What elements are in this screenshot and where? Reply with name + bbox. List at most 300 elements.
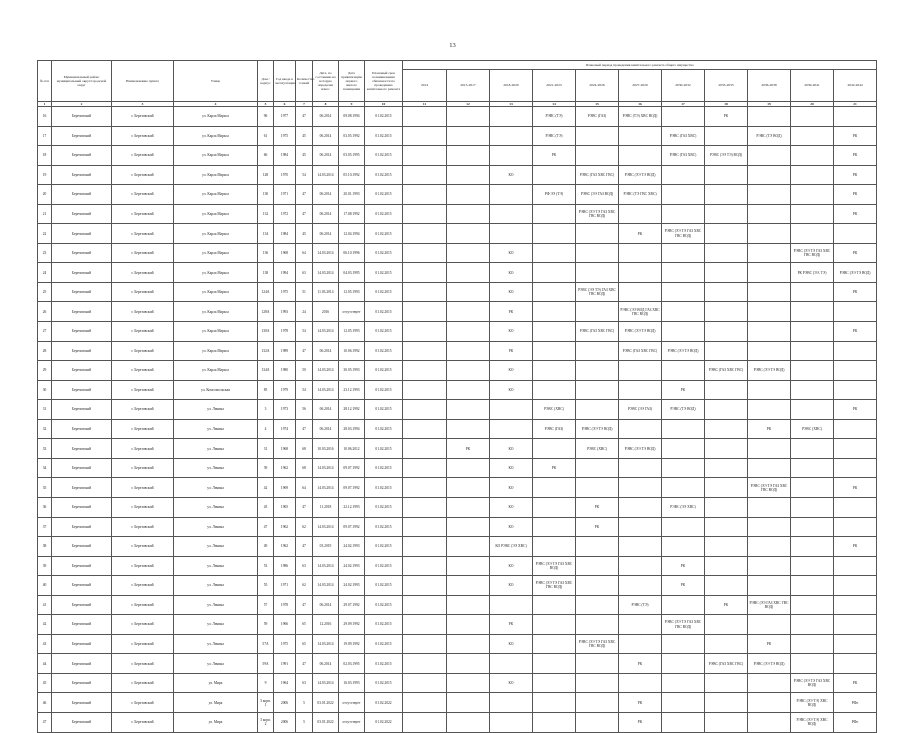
table-body bbox=[38, 107, 877, 733]
cell-privatization-date: 23.12.1993 bbox=[339, 380, 365, 400]
cell-repair-period bbox=[791, 341, 834, 361]
cell-repair-period bbox=[403, 673, 447, 693]
cell-repair-period bbox=[576, 458, 619, 478]
header-index: 17 bbox=[662, 102, 705, 107]
cell-repair-period: РЭВС (ЭЭ ТЭ ГАЗ ХВС ГВС ВОД) bbox=[662, 615, 705, 635]
cell-num: 31 bbox=[38, 400, 52, 420]
cell-repair-period bbox=[662, 263, 705, 283]
cell-floors: 45 bbox=[296, 126, 313, 146]
cell-floors: 65 bbox=[296, 615, 313, 635]
header-index: 14 bbox=[533, 102, 576, 107]
cell-floors: 45 bbox=[296, 224, 313, 244]
cell-obligation-date: 01.02.2015 bbox=[365, 400, 403, 420]
table-row bbox=[38, 712, 877, 732]
cell-repair-period bbox=[576, 400, 619, 420]
cell-floors: 68 bbox=[296, 439, 313, 459]
cell-repair-period bbox=[533, 380, 576, 400]
cell-municipality: Березовский bbox=[52, 497, 112, 517]
header-year-built: Год ввода в эксплуатацию bbox=[274, 61, 296, 102]
cell-repair-period bbox=[748, 322, 791, 342]
cell-repair-period bbox=[662, 185, 705, 205]
cell-year-built: 1991 bbox=[274, 654, 296, 674]
cell-repair-period bbox=[447, 204, 490, 224]
cell-condition-date: 06.2014 bbox=[313, 224, 339, 244]
header-street: Улица bbox=[174, 61, 258, 102]
cell-repair-period bbox=[662, 107, 705, 127]
table-row bbox=[38, 341, 877, 361]
cell-repair-period: КО bbox=[490, 576, 533, 596]
cell-locality: г. Березовский bbox=[112, 146, 174, 166]
cell-house: 132 bbox=[258, 204, 274, 224]
cell-repair-period bbox=[705, 537, 748, 557]
cell-privatization-date: 24.02.1993 bbox=[339, 556, 365, 576]
cell-repair-period: РЭВС (ЭЭ ТЭ ВОД) bbox=[748, 361, 791, 381]
cell-repair-period bbox=[662, 517, 705, 537]
cell-repair-period: РК bbox=[490, 615, 533, 635]
cell-repair-period bbox=[533, 341, 576, 361]
cell-locality: г. Березовский bbox=[112, 341, 174, 361]
cell-repair-period bbox=[447, 263, 490, 283]
cell-privatization-date: 24.02.1993 bbox=[339, 576, 365, 596]
cell-repair-period bbox=[447, 165, 490, 185]
table-row bbox=[38, 165, 877, 185]
cell-repair-period bbox=[748, 458, 791, 478]
cell-condition-date: 06.2014 bbox=[313, 107, 339, 127]
cell-num: 28 bbox=[38, 341, 52, 361]
cell-repair-period bbox=[791, 165, 834, 185]
table-row bbox=[38, 693, 877, 713]
cell-privatization-date: 03.05.1995 bbox=[339, 146, 365, 166]
cell-repair-period bbox=[705, 185, 748, 205]
cell-repair-period bbox=[619, 634, 662, 654]
cell-year-built: 1971 bbox=[274, 576, 296, 596]
cell-repair-period bbox=[662, 419, 705, 439]
cell-num: 39 bbox=[38, 556, 52, 576]
cell-repair-period bbox=[533, 263, 576, 283]
cell-repair-period bbox=[533, 537, 576, 557]
cell-floors: 47 bbox=[296, 654, 313, 674]
cell-repair-period bbox=[748, 576, 791, 596]
cell-repair-period bbox=[619, 146, 662, 166]
cell-privatization-date: 09.07.1992 bbox=[339, 458, 365, 478]
cell-repair-period: РЭВС (ГАЗ ХВС ГВС) bbox=[619, 341, 662, 361]
cell-repair-period: РК bbox=[834, 185, 877, 205]
cell-house: 57А bbox=[258, 634, 274, 654]
table-row bbox=[38, 517, 877, 537]
cell-repair-period: РЭВС (ЭЭ ХВС) bbox=[662, 497, 705, 517]
header-index: 11 bbox=[403, 102, 447, 107]
cell-repair-period bbox=[533, 634, 576, 654]
cell-street: ул. Карла Маркса bbox=[174, 322, 258, 342]
cell-repair-period bbox=[791, 380, 834, 400]
cell-locality: г. Березовский bbox=[112, 400, 174, 420]
header-year: 2033-2035 bbox=[705, 70, 748, 102]
cell-obligation-date: 01.02.2015 bbox=[365, 282, 403, 302]
cell-floors: 47 bbox=[296, 185, 313, 205]
cell-condition-date: 06.2014 bbox=[313, 146, 339, 166]
cell-repair-period bbox=[834, 654, 877, 674]
cell-floors: 47 bbox=[296, 419, 313, 439]
cell-obligation-date: 01.02.2022 bbox=[365, 693, 403, 713]
cell-locality: г. Березовский bbox=[112, 126, 174, 146]
cell-house: 124А bbox=[258, 282, 274, 302]
cell-locality: г. Березовский bbox=[112, 380, 174, 400]
cell-condition-date: 14.03.2014 bbox=[313, 576, 339, 596]
cell-repair-period: РЭВС (ТЭ ВОД) bbox=[748, 126, 791, 146]
cell-repair-period: РЭВС (ЭЭ ТЭ ВОД) bbox=[748, 654, 791, 674]
cell-repair-period bbox=[447, 282, 490, 302]
cell-house: 61 bbox=[258, 126, 274, 146]
cell-repair-period bbox=[834, 634, 877, 654]
cell-repair-period: РК bbox=[576, 517, 619, 537]
table-row bbox=[38, 576, 877, 596]
cell-street: ул. Ленина bbox=[174, 458, 258, 478]
header-year: 2030-2032 bbox=[662, 70, 705, 102]
cell-repair-period: КО bbox=[490, 263, 533, 283]
cell-repair-period: КО bbox=[490, 458, 533, 478]
cell-num: 30 bbox=[38, 380, 52, 400]
cell-repair-period: КО bbox=[490, 478, 533, 498]
cell-repair-period bbox=[403, 400, 447, 420]
cell-repair-period bbox=[403, 419, 447, 439]
cell-repair-period bbox=[705, 282, 748, 302]
header-municipality: Муниципальный район/муниципальный округ/городской округ bbox=[52, 61, 112, 102]
cell-repair-period bbox=[662, 243, 705, 263]
table-row bbox=[38, 361, 877, 381]
cell-house: 85 bbox=[258, 380, 274, 400]
cell-street: ул. Карла Маркса bbox=[174, 107, 258, 127]
cell-condition-date: 14.03.2014 bbox=[313, 634, 339, 654]
cell-repair-period bbox=[748, 693, 791, 713]
cell-repair-period: РЭВС (ЭЭ ГАЗ ВОД) bbox=[576, 185, 619, 205]
cell-repair-period: РК bbox=[834, 204, 877, 224]
cell-repair-period: РК bbox=[490, 302, 533, 322]
cell-condition-date: 06.2014 bbox=[313, 126, 339, 146]
cell-repair-period: РФо bbox=[834, 712, 877, 732]
cell-year-built: 1979 bbox=[274, 380, 296, 400]
cell-floors: 65 bbox=[296, 634, 313, 654]
cell-repair-period bbox=[403, 497, 447, 517]
cell-repair-period: РЭВС (ЭЭ ТЭ ВОД) bbox=[576, 419, 619, 439]
cell-repair-period: РЭВС (ГАЗ ХВС) bbox=[662, 126, 705, 146]
cell-year-built: 1977 bbox=[274, 107, 296, 127]
cell-locality: г. Березовский bbox=[112, 165, 174, 185]
cell-repair-period bbox=[403, 282, 447, 302]
cell-privatization-date: 30.05.1993 bbox=[339, 361, 365, 381]
cell-repair-period bbox=[403, 439, 447, 459]
cell-repair-period bbox=[619, 615, 662, 635]
cell-house: 59 bbox=[258, 615, 274, 635]
cell-municipality: Березовский bbox=[52, 517, 112, 537]
cell-privatization-date: 02.03.1995 bbox=[339, 654, 365, 674]
header-index: 15 bbox=[576, 102, 619, 107]
cell-repair-period bbox=[490, 693, 533, 713]
cell-street: ул. Мира bbox=[174, 712, 258, 732]
cell-year-built: 1962 bbox=[274, 458, 296, 478]
cell-house: 53 bbox=[258, 556, 274, 576]
cell-repair-period: КО bbox=[490, 322, 533, 342]
cell-repair-period bbox=[834, 341, 877, 361]
cell-repair-period bbox=[705, 634, 748, 654]
cell-repair-period: РЭВС (ЭЭ ТЭ) ХВС ВОД) bbox=[791, 712, 834, 732]
cell-repair-period bbox=[576, 537, 619, 557]
cell-street: ул. Карла Маркса bbox=[174, 341, 258, 361]
cell-floors: 54 bbox=[296, 322, 313, 342]
cell-repair-period: РК bbox=[447, 439, 490, 459]
cell-year-built: 1989 bbox=[274, 341, 296, 361]
cell-repair-period: РЭВС (ЭЭ ТЭ ГАЗ ХВС ГВС ВОД) bbox=[662, 224, 705, 244]
cell-year-built: 1978 bbox=[274, 322, 296, 342]
cell-repair-period: РК bbox=[834, 126, 877, 146]
cell-repair-period bbox=[619, 126, 662, 146]
cell-locality: г. Березовский bbox=[112, 439, 174, 459]
cell-obligation-date: 01.02.2015 bbox=[365, 615, 403, 635]
cell-repair-period bbox=[748, 341, 791, 361]
cell-repair-period bbox=[748, 263, 791, 283]
cell-repair-period bbox=[533, 302, 576, 322]
header-index: 16 bbox=[619, 102, 662, 107]
cell-repair-period bbox=[834, 497, 877, 517]
cell-obligation-date: 01.02.2015 bbox=[365, 361, 403, 381]
cell-floors: 63 bbox=[296, 263, 313, 283]
cell-num: 33 bbox=[38, 439, 52, 459]
header-index: 3 bbox=[112, 102, 174, 107]
cell-repair-period bbox=[576, 126, 619, 146]
cell-repair-period bbox=[533, 204, 576, 224]
cell-floors: 47 bbox=[296, 595, 313, 615]
cell-year-built: 1962 bbox=[274, 537, 296, 557]
cell-repair-period bbox=[619, 243, 662, 263]
cell-obligation-date: 01.02.2015 bbox=[365, 243, 403, 263]
cell-repair-period bbox=[834, 439, 877, 459]
cell-street: ул. Ленина bbox=[174, 654, 258, 674]
header-index: 12 bbox=[447, 102, 490, 107]
cell-obligation-date: 01.02.2015 bbox=[365, 380, 403, 400]
cell-repair-period: КО bbox=[490, 634, 533, 654]
table-row bbox=[38, 537, 877, 557]
cell-repair-period: РЭВС (ТЭ ГВС ХВС) bbox=[619, 185, 662, 205]
cell-municipality: Березовский bbox=[52, 107, 112, 127]
cell-repair-period bbox=[403, 361, 447, 381]
header-index: 5 bbox=[258, 102, 274, 107]
cell-street: ул. Карла Маркса bbox=[174, 302, 258, 322]
cell-repair-period bbox=[403, 595, 447, 615]
cell-repair-period bbox=[834, 595, 877, 615]
cell-repair-period bbox=[705, 204, 748, 224]
cell-municipality: Березовский bbox=[52, 165, 112, 185]
cell-locality: г. Березовский bbox=[112, 693, 174, 713]
cell-obligation-date: 01.02.2015 bbox=[365, 204, 403, 224]
cell-year-built: 1968 bbox=[274, 243, 296, 263]
cell-repair-period bbox=[576, 693, 619, 713]
cell-repair-period bbox=[705, 576, 748, 596]
cell-repair-period bbox=[705, 419, 748, 439]
cell-repair-period bbox=[705, 458, 748, 478]
cell-num: 46 bbox=[38, 693, 52, 713]
cell-repair-period: РЭВС (ГАЗ ХВС ГВС) bbox=[705, 361, 748, 381]
cell-repair-period bbox=[447, 185, 490, 205]
cell-locality: г. Березовский bbox=[112, 243, 174, 263]
cell-municipality: Березовский bbox=[52, 458, 112, 478]
cell-repair-period: КО bbox=[490, 165, 533, 185]
header-index: 18 bbox=[705, 102, 748, 107]
header-index: 7 bbox=[296, 102, 313, 107]
cell-house: 3 корп. 1 bbox=[258, 693, 274, 713]
cell-repair-period bbox=[403, 576, 447, 596]
cell-locality: г. Березовский bbox=[112, 517, 174, 537]
cell-repair-period: РЭВС (ТЭ) bbox=[619, 595, 662, 615]
cell-repair-period: РЭВС (ЭЭ ТЭ ВОД) bbox=[619, 322, 662, 342]
table-row bbox=[38, 634, 877, 654]
cell-num: 35 bbox=[38, 478, 52, 498]
cell-repair-period bbox=[576, 263, 619, 283]
cell-street: ул. Комсомольская bbox=[174, 380, 258, 400]
cell-house: 31 bbox=[258, 439, 274, 459]
cell-repair-period bbox=[533, 654, 576, 674]
table-row bbox=[38, 439, 877, 459]
cell-repair-period bbox=[791, 576, 834, 596]
cell-floors: 54 bbox=[296, 380, 313, 400]
cell-locality: г. Березовский bbox=[112, 712, 174, 732]
cell-repair-period: РЭВС (ГАЗ ХВС ГВС) bbox=[705, 654, 748, 674]
cell-repair-period bbox=[748, 712, 791, 732]
cell-repair-period: КО bbox=[490, 517, 533, 537]
cell-repair-period: РЭВС (ЭЭ ТЭ) ВОД) bbox=[705, 146, 748, 166]
cell-repair-period bbox=[576, 654, 619, 674]
cell-repair-period bbox=[791, 361, 834, 381]
cell-repair-period bbox=[834, 361, 877, 381]
cell-repair-period bbox=[748, 400, 791, 420]
cell-street: ул. Карла Маркса bbox=[174, 185, 258, 205]
cell-repair-period: РЭВС (ЭЭ ТЭ ВОД) bbox=[834, 263, 877, 283]
cell-locality: г. Березовский bbox=[112, 263, 174, 283]
cell-repair-period bbox=[403, 517, 447, 537]
cell-street: ул. Карла Маркса bbox=[174, 146, 258, 166]
cell-locality: г. Березовский bbox=[112, 107, 174, 127]
cell-condition-date: 06.2014 bbox=[313, 419, 339, 439]
cell-repair-period bbox=[403, 107, 447, 127]
cell-privatization-date: 06.10.1996 bbox=[339, 243, 365, 263]
cell-repair-period bbox=[791, 556, 834, 576]
cell-repair-period bbox=[662, 302, 705, 322]
cell-locality: г. Березовский bbox=[112, 595, 174, 615]
cell-repair-period bbox=[791, 517, 834, 537]
cell-repair-period: РФ ЭЭ (ТЭ) bbox=[533, 185, 576, 205]
header-index: 1 bbox=[38, 102, 52, 107]
cell-repair-period: РЭВС (ЭЭ ТЭ ГАЗ ХВС ГВС ВОД) bbox=[533, 576, 576, 596]
header-year: 2027-2029 bbox=[619, 70, 662, 102]
cell-floors: 51 bbox=[296, 282, 313, 302]
cell-repair-period bbox=[834, 302, 877, 322]
cell-municipality: Березовский bbox=[52, 712, 112, 732]
cell-repair-period bbox=[403, 185, 447, 205]
cell-privatization-date: 09.08.1994 bbox=[339, 107, 365, 127]
cell-obligation-date: 01.02.2015 bbox=[365, 439, 403, 459]
cell-repair-period bbox=[705, 126, 748, 146]
cell-num: 42 bbox=[38, 615, 52, 635]
cell-repair-period bbox=[619, 497, 662, 517]
cell-repair-period bbox=[748, 185, 791, 205]
header-period-group: Плановый период проведения капитального ремонта общего имущества bbox=[403, 61, 877, 70]
cell-privatization-date: 03.05.1992 bbox=[339, 126, 365, 146]
cell-floors: 5 bbox=[296, 693, 313, 713]
cell-municipality: Березовский bbox=[52, 693, 112, 713]
cell-repair-period bbox=[705, 517, 748, 537]
cell-obligation-date: 01.02.2015 bbox=[365, 263, 403, 283]
cell-repair-period bbox=[662, 712, 705, 732]
cell-repair-period: РЭВС (ТЭ) bbox=[533, 126, 576, 146]
cell-repair-period: РЭВС (ЭЭ ГАЗ) bbox=[619, 400, 662, 420]
cell-repair-period bbox=[576, 712, 619, 732]
cell-repair-period bbox=[662, 537, 705, 557]
cell-num: 45 bbox=[38, 673, 52, 693]
cell-repair-period bbox=[791, 595, 834, 615]
cell-privatization-date: 10.06.2012 bbox=[339, 439, 365, 459]
cell-repair-period bbox=[447, 693, 490, 713]
cell-repair-period: РК bbox=[533, 146, 576, 166]
cell-obligation-date: 01.02.2015 bbox=[365, 302, 403, 322]
cell-repair-period bbox=[533, 224, 576, 244]
cell-obligation-date: 01.02.2022 bbox=[365, 712, 403, 732]
cell-municipality: Березовский bbox=[52, 204, 112, 224]
cell-repair-period: РЭВС (ЭЭ ТЭ ГАЗ ХВС ГВС ВОД) bbox=[748, 478, 791, 498]
cell-condition-date: 14.03.2014 bbox=[313, 556, 339, 576]
cell-repair-period bbox=[619, 458, 662, 478]
cell-repair-period bbox=[490, 595, 533, 615]
cell-repair-period bbox=[490, 654, 533, 674]
cell-condition-date: 03.01.2022 bbox=[313, 693, 339, 713]
cell-street: ул. Мира bbox=[174, 673, 258, 693]
cell-repair-period bbox=[490, 419, 533, 439]
cell-condition-date: 14.03.2014 bbox=[313, 673, 339, 693]
cell-repair-period: РК bbox=[834, 146, 877, 166]
cell-repair-period: КО bbox=[490, 361, 533, 381]
header-year: 2024-2026 bbox=[576, 70, 619, 102]
cell-year-built: 1984 bbox=[274, 146, 296, 166]
cell-condition-date: 14.03.2014 bbox=[313, 263, 339, 283]
cell-repair-period bbox=[533, 165, 576, 185]
cell-condition-date: 14.03.2014 bbox=[313, 322, 339, 342]
cell-repair-period bbox=[705, 693, 748, 713]
cell-house: 136 bbox=[258, 243, 274, 263]
cell-repair-period bbox=[791, 537, 834, 557]
cell-privatization-date: 28.03.1994 bbox=[339, 419, 365, 439]
cell-repair-period bbox=[533, 361, 576, 381]
cell-house: 130 bbox=[258, 185, 274, 205]
cell-repair-period bbox=[533, 712, 576, 732]
cell-obligation-date: 01.02.2015 bbox=[365, 595, 403, 615]
cell-house: 134 bbox=[258, 224, 274, 244]
cell-repair-period: РЭВС (ГАЗ) bbox=[576, 107, 619, 127]
cell-municipality: Березовский bbox=[52, 615, 112, 635]
cell-repair-period bbox=[705, 439, 748, 459]
cell-obligation-date: 01.02.2015 bbox=[365, 322, 403, 342]
cell-repair-period bbox=[834, 107, 877, 127]
cell-repair-period bbox=[619, 517, 662, 537]
cell-privatization-date: 04.03.1995 bbox=[339, 263, 365, 283]
table-row bbox=[38, 107, 877, 127]
cell-street: ул. Карла Маркса bbox=[174, 224, 258, 244]
cell-repair-period bbox=[490, 204, 533, 224]
cell-repair-period: РЭВС (ЭЭ ТЭ ГАЗ ХВС ГВС ВОД) bbox=[791, 243, 834, 263]
cell-repair-period bbox=[533, 673, 576, 693]
cell-repair-period bbox=[834, 458, 877, 478]
cell-privatization-date: 09.07.1992 bbox=[339, 517, 365, 537]
cell-municipality: Березовский bbox=[52, 302, 112, 322]
cell-repair-period: КО bbox=[490, 243, 533, 263]
cell-repair-period bbox=[403, 165, 447, 185]
table-row bbox=[38, 419, 877, 439]
